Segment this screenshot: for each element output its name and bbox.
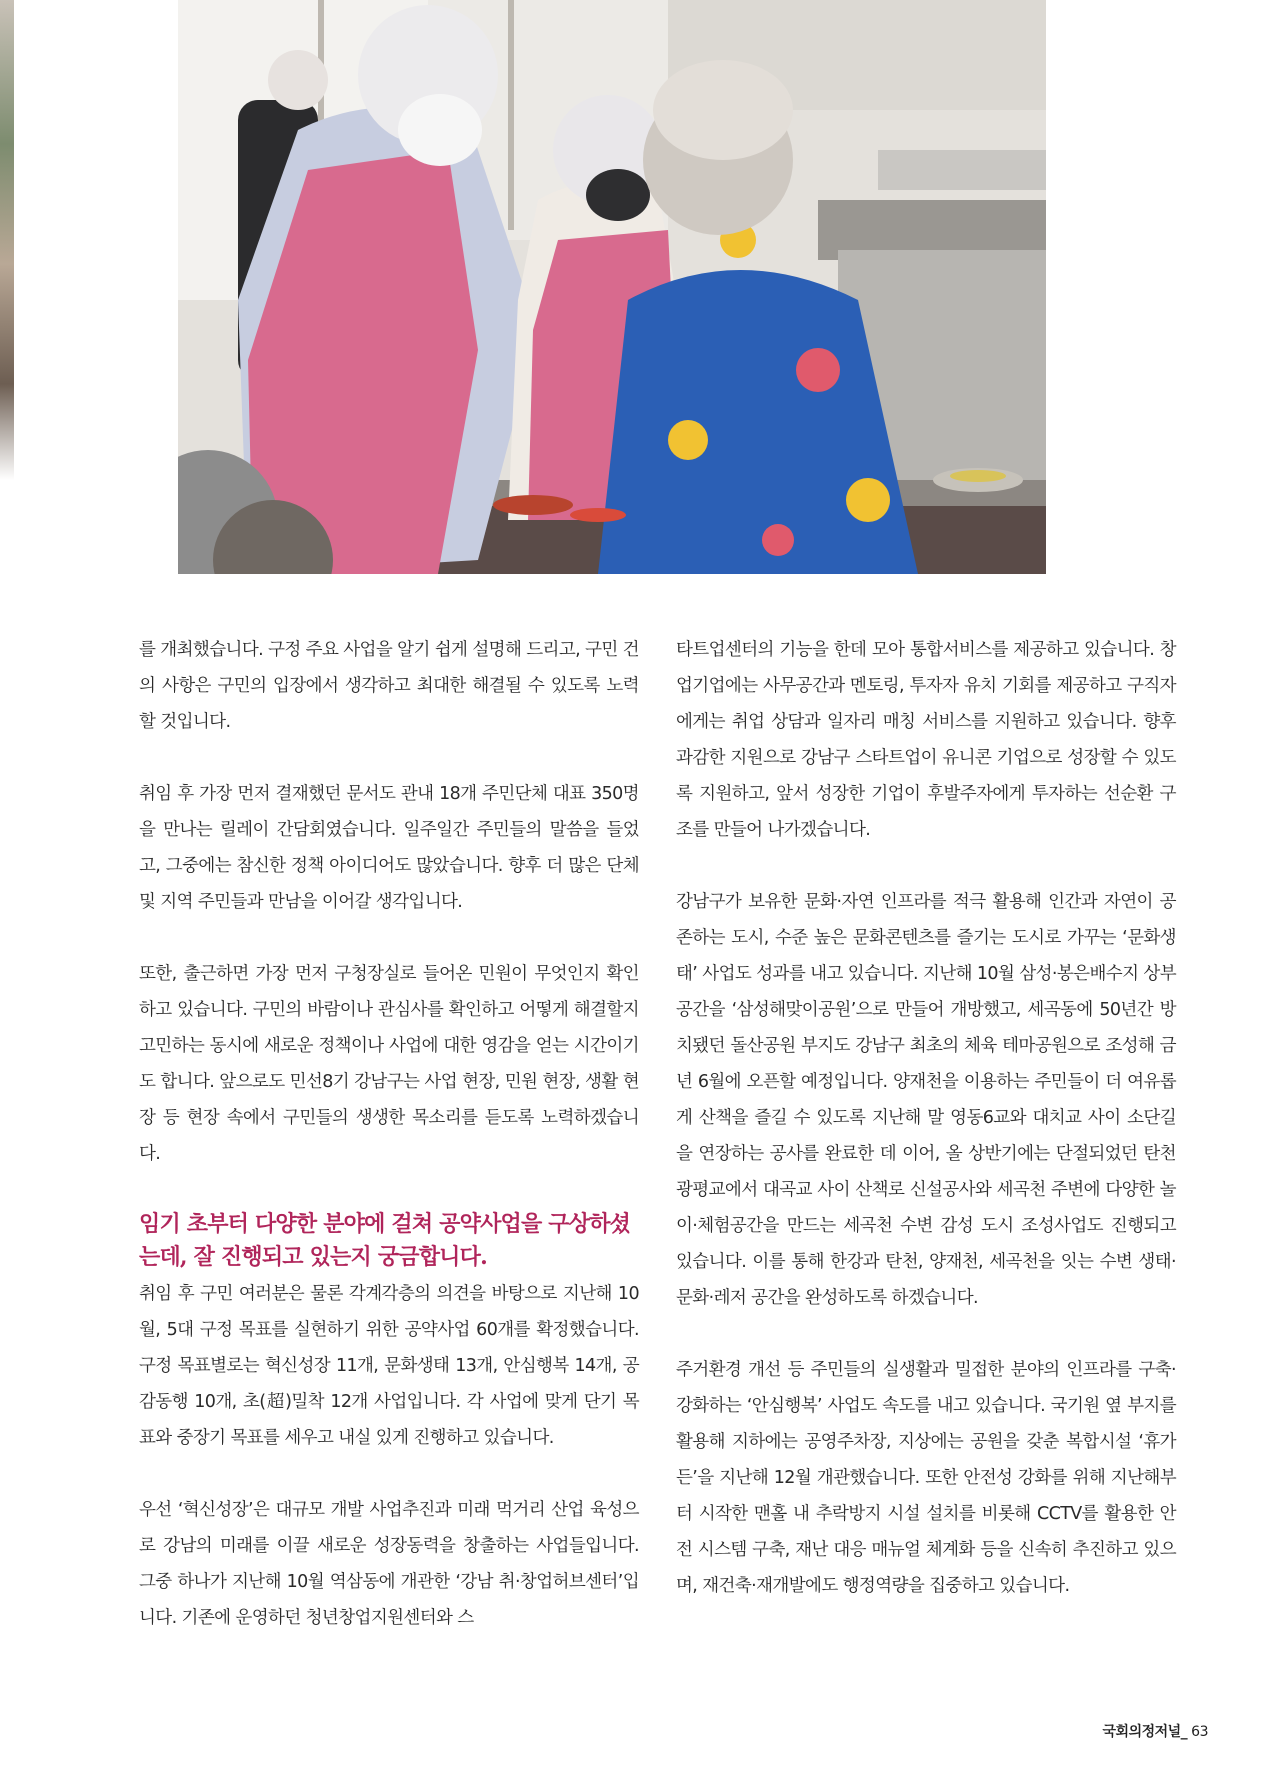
right-text-column <box>676 632 1176 1604</box>
adjacent-page-photo-edge <box>0 0 14 480</box>
paragraph: 타트업센터의 기능을 한데 모아 통합서비스를 제공하고 있습니다. 창업기업에는 사무공간과 멘토링, 투자자 유치 기회를 제공하고 구직자에게는 취업 상담과 일자리 매칭 서비스를 지원하고 있습니다. 향후 과감한 지원으로 강남구 스타트업이 유니콘 기업으로 성장할 수 있도록 지원하고, 앞서 성장한 기업이 후발주자에게 투자하는 선순환 구조를 만들어 나가겠습니다. <box>676 640 1176 840</box>
paragraph: 주거환경 개선 등 주민들의 실생활과 밀접한 분야의 인프라를 구축·강화하는 ‘안심행복’ 사업도 속도를 내고 있습니다. 국기원 옆 부지를 활용해 지하에는 공영주차장, 지상에는 공원을 갖춘 복합시설 ‘휴가든’을 지난해 12월 개관했습니다. 또한 안전성 강화를 위해 지난해부터 시작한 맨홀 내 추락방지 시설 설치를 비롯해 CCTV를 활용한 안전 시스템 구축, 재난 대응 매뉴얼 체계화 등을 신속히 추진하고 있으며, 재건축·재개발에도 행정역량을 집중하고 있습니다. <box>676 1360 1176 1596</box>
paragraph: 취임 후 구민 여러분은 물론 각계각층의 의견을 바탕으로 지난해 10월, 5대 구정 목표를 실현하기 위한 공약사업 60개를 확정했습니다. 구정 목표별로는 혁신성장 11개, 문화생태 13개, 안심행복 14개, 공감동행 10개, 초(超)밀착 12개 사업입니다. 각 사업에 맞게 단기 목표와 중장기 목표를 세우고 내실 있게 진행하고 있습니다. <box>139 1284 639 1448</box>
paragraph: 를 개최했습니다. 구정 주요 사업을 알기 쉽게 설명해 드리고, 구민 건의 사항은 구민의 입장에서 생각하고 최대한 해결될 수 있도록 노력할 것입니다. <box>139 640 639 732</box>
paragraph: 우선 ‘혁신성장’은 대규모 개발 사업추진과 미래 먹거리 산업 육성으로 강남의 미래를 이끌 새로운 성장동력을 창출하는 사업들입니다. 그중 하나가 지난해 10월 역삼동에 개관한 ‘강남 취·창업허브센터’입니다. 기존에 운영하던 청년창업지원센터와 스 <box>139 1500 639 1628</box>
paragraph: 취임 후 가장 먼저 결재했던 문서도 관내 18개 주민단체 대표 350명을 만나는 릴레이 간담회였습니다. 일주일간 주민들의 말씀을 들었고, 그중에는 참신한 정책 아이디어도 많았습니다. 향후 더 많은 단체 및 지역 주민들과 만남을 이어갈 생각입니다. <box>139 784 639 912</box>
left-text-column <box>139 632 639 1636</box>
volunteer-meal-service-photo <box>178 0 1046 574</box>
page-number: 63 <box>1191 1724 1208 1740</box>
publication-name: 국회의정저널_ <box>1102 1724 1188 1740</box>
paragraph: 강남구가 보유한 문화·자연 인프라를 적극 활용해 인간과 자연이 공존하는 도시, 수준 높은 문화콘텐츠를 즐기는 도시로 가꾸는 ‘문화생태’ 사업도 성과를 내고 있습니다. 지난해 10월 삼성·봉은배수지 상부공간을 ‘삼성해맞이공원’으로 만들어 개방했고, 세곡동에 50년간 방치됐던 돌산공원 부지도 강남구 최초의 체육 테마공원으로 조성해 금년 6월에 오픈할 예정입니다. 양재천을 이용하는 주민들이 더 여유롭게 산책을 즐길 수 있도록 지난해 말 영동6교와 대치교 사이 소단길을 연장하는 공사를 완료한 데 이어, 올 상반기에는 단절되었던 탄천 광평교에서 대곡교 사이 산책로 신설공사와 세곡천 주변에 다양한 놀이·체험공간을 만드는 세곡천 수변 감성 도시 조성사업도 진행되고 있습니다. 이를 통해 한강과 탄천, 양재천, 세곡천을 잇는 수변 생태·문화·레저 공간을 완성하도록 하겠습니다. <box>676 892 1176 1308</box>
page-footer <box>1103 1721 1208 1741</box>
paragraph: 또한, 출근하면 가장 먼저 구청장실로 들어온 민원이 무엇인지 확인하고 있습니다. 구민의 바람이나 관심사를 확인하고 어떻게 해결할지 고민하는 동시에 새로운 정책이나 사업에 대한 영감을 얻는 시간이기도 합니다. 앞으로도 민선8기 강남구는 사업 현장, 민원 현장, 생활 현장 등 현장 속에서 구민들의 생생한 목소리를 듣도록 노력하겠습니다. <box>139 964 639 1164</box>
interview-question-heading: 임기 초부터 다양한 분야에 걸쳐 공약사업을 구상하셨는데, 잘 진행되고 있는지 궁금합니다. <box>139 1211 631 1270</box>
